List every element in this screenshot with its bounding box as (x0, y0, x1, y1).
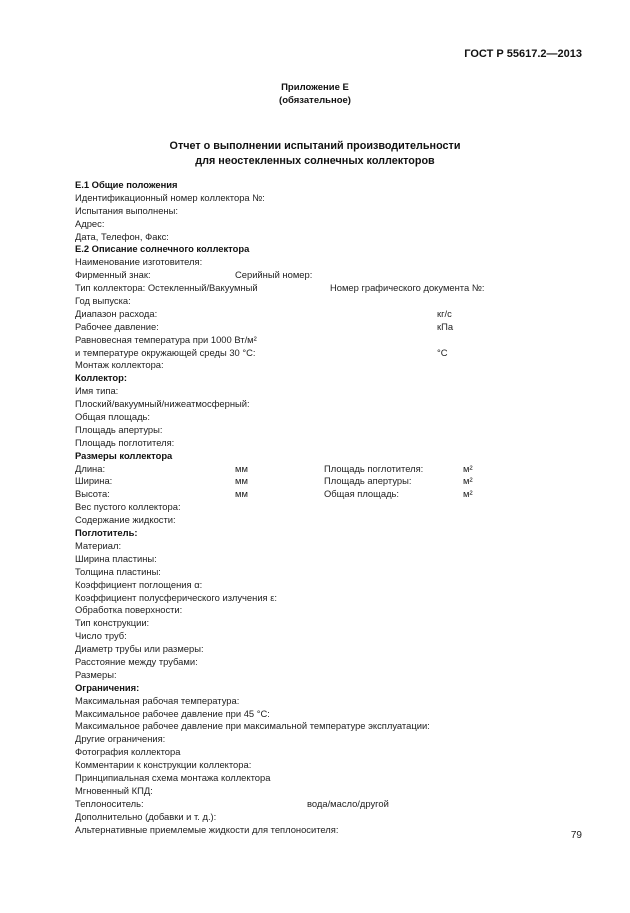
field-column-text: мм (235, 475, 248, 487)
field-label: Имя типа: (75, 385, 119, 397)
form-field-line (75, 231, 575, 244)
field-label: Принципиальная схема монтажа коллектора (75, 771, 271, 783)
form-field-line (75, 411, 575, 424)
field-label: Коэффициент полусферического излучения ε: (75, 591, 278, 603)
report-title-line2: для неостекленных солнечных коллекторов (195, 155, 435, 167)
form-field-line (75, 295, 575, 308)
form-field-line (75, 385, 575, 398)
field-label: Теплоноситель: (75, 797, 144, 809)
field-label: Фирменный знак: (75, 269, 151, 281)
field-label: Максимальное рабочее давление при максимальной температуре эксплуатации: (75, 720, 430, 732)
form-field-line (75, 604, 575, 617)
report-title-line1: Отчет о выполнении испытаний производительности (169, 140, 461, 152)
field-label: Фотография коллектора (75, 746, 181, 758)
section-heading (75, 179, 575, 192)
field-label: Мгновенный КПД: (75, 784, 153, 796)
form-fields (75, 179, 575, 836)
field-column-text: Серийный номер: (235, 269, 313, 281)
page-number: 79 (570, 830, 582, 841)
form-field-line (75, 205, 575, 218)
form-field-line (75, 282, 575, 295)
form-field-line (75, 669, 575, 682)
field-label: Длина: (75, 462, 106, 474)
section-heading (75, 527, 575, 540)
field-column-text: мм (235, 462, 248, 474)
annex-subtitle: (обязательное) (279, 95, 351, 106)
field-column-text: Номер графического документа №: (330, 282, 485, 294)
field-label: Размеры: (75, 668, 117, 680)
field-column-text: Общая площадь: (324, 488, 400, 500)
field-label: и температуре окружающей среды 30 °С: (75, 346, 256, 358)
section-heading (75, 243, 575, 256)
form-field-line (75, 347, 575, 360)
field-label: Рабочее давление: (75, 320, 159, 332)
field-label: Поглотитель: (75, 527, 138, 539)
form-field-line (75, 475, 575, 488)
standard-number: ГОСТ Р 55617.2—2013 (464, 48, 582, 60)
form-field-line (75, 192, 575, 205)
field-label: Комментарии к конструкции коллектора: (75, 759, 252, 771)
form-field-line (75, 514, 575, 527)
form-field-line (75, 553, 575, 566)
form-field-line (75, 540, 575, 553)
form-field-line (75, 256, 575, 269)
field-label: Дополнительно (добавки и т. д.): (75, 810, 217, 822)
form-field-line (75, 334, 575, 347)
field-label: Адрес: (75, 217, 105, 229)
field-column-text: вода/масло/другой (307, 797, 389, 809)
form-field-line (75, 772, 575, 785)
form-field-line (75, 579, 575, 592)
field-label: Коллектор: (75, 372, 127, 384)
form-field-line (75, 566, 575, 579)
field-label: Обработка поверхности: (75, 604, 183, 616)
form-field-line (75, 463, 575, 476)
field-column-text: м² (463, 475, 473, 487)
field-label: Площадь апертуры: (75, 423, 163, 435)
field-column-text: кг/с (437, 307, 452, 319)
form-field-line (75, 424, 575, 437)
form-field-line (75, 785, 575, 798)
form-field-line (75, 708, 575, 721)
field-label: Плоский/вакуумный/нижеатмосферный: (75, 398, 250, 410)
field-label: Тип конструкции: (75, 617, 150, 629)
field-label: Площадь поглотителя: (75, 436, 175, 448)
field-label: Монтаж коллектора: (75, 359, 164, 371)
field-label: Ограничения: (75, 681, 140, 693)
form-field-line (75, 824, 575, 837)
field-label: Тип коллектора: Остекленный/Вакуумный (75, 282, 258, 294)
field-label: Максимальное рабочее давление при 45 °С: (75, 707, 270, 719)
form-field-line (75, 437, 575, 450)
form-field-line (75, 488, 575, 501)
field-label: Диапазон расхода: (75, 307, 158, 319)
section-heading (75, 372, 575, 385)
field-label: Число труб: (75, 630, 127, 642)
field-column-text: °С (437, 346, 448, 358)
form-field-line (75, 592, 575, 605)
form-field-line (75, 733, 575, 746)
field-label: Альтернативные приемлемые жидкости для теплоносителя: (75, 823, 339, 835)
form-field-line (75, 759, 575, 772)
form-field-line (75, 359, 575, 372)
form-field-line (75, 630, 575, 643)
form-field-line (75, 617, 575, 630)
field-label: Диаметр трубы или размеры: (75, 643, 204, 655)
form-field-line (75, 643, 575, 656)
field-column-text: Площадь поглотителя: (324, 462, 424, 474)
form-field-line (75, 269, 575, 282)
field-label: Е.2 Описание солнечного коллектора (75, 243, 250, 255)
field-column-text: м² (463, 488, 473, 500)
field-label: Равновесная температура при 1000 Вт/м² (75, 333, 257, 345)
field-label: Ширина: (75, 475, 113, 487)
annex-title: Приложение Е (281, 82, 349, 93)
form-field-line (75, 501, 575, 514)
form-field-line (75, 811, 575, 824)
field-label: Испытания выполнены: (75, 204, 178, 216)
field-column-text: кПа (437, 320, 454, 332)
field-label: Содержание жидкости: (75, 514, 176, 526)
field-label: Максимальная рабочая температура: (75, 694, 240, 706)
field-label: Расстояние между трубами: (75, 655, 198, 667)
field-label: Идентификационный номер коллектора №: (75, 191, 265, 203)
field-label: Наименование изготовителя: (75, 256, 203, 268)
field-label: Другие ограничения: (75, 733, 166, 745)
form-field-line (75, 321, 575, 334)
form-field-line (75, 398, 575, 411)
section-heading (75, 682, 575, 695)
field-label: Материал: (75, 539, 122, 551)
field-label: Толщина пластины: (75, 565, 161, 577)
form-field-line (75, 218, 575, 231)
form-field-line (75, 695, 575, 708)
field-column-text: Площадь апертуры: (324, 475, 412, 487)
field-label: Размеры коллектора (75, 449, 173, 461)
field-label: Общая площадь: (75, 411, 151, 423)
field-label: Ширина пластины: (75, 552, 157, 564)
section-heading (75, 450, 575, 463)
field-label: Год выпуска: (75, 295, 131, 307)
form-field-line (75, 798, 575, 811)
form-field-line (75, 746, 575, 759)
field-column-text: м² (463, 462, 473, 474)
form-field-line (75, 656, 575, 669)
field-label: Коэффициент поглощения α: (75, 578, 203, 590)
field-label: Е.1 Общие положения (75, 179, 178, 190)
form-field-line (75, 308, 575, 321)
form-field-line (75, 720, 575, 733)
field-label: Дата, Телефон, Факс: (75, 230, 169, 242)
field-label: Высота: (75, 488, 110, 500)
field-column-text: мм (235, 488, 248, 500)
field-label: Вес пустого коллектора: (75, 501, 181, 513)
